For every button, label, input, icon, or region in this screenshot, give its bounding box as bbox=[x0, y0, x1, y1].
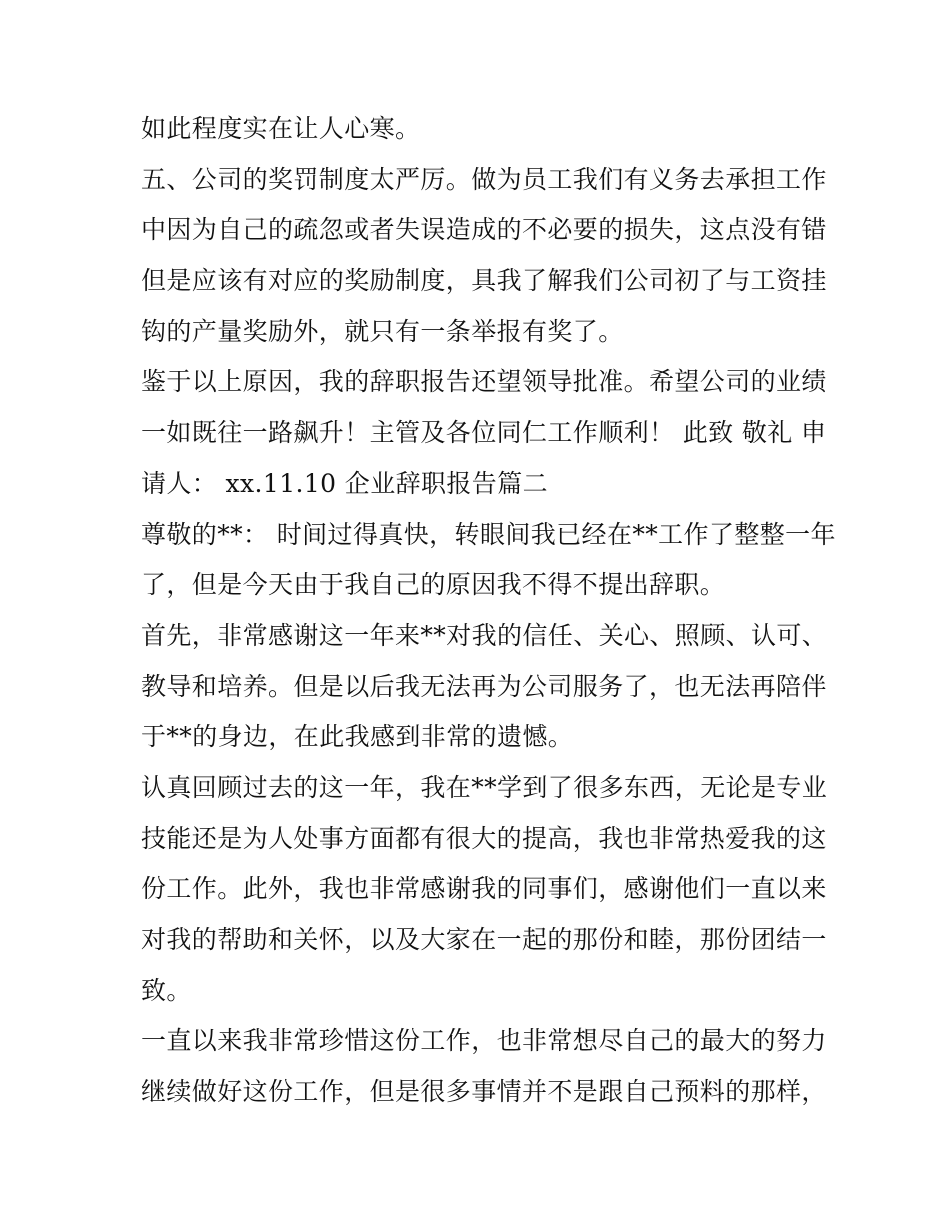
text-line: 继续做好这份工作，但是很多事情并不是跟自己预料的那样， bbox=[141, 1077, 827, 1107]
text-line: 对我的帮助和关怀，以及大家在一起的那份和睦，那份团结一 bbox=[141, 925, 827, 954]
text-line: 技能还是为人处事方面都有很大的提高，我也非常热爱我的这 bbox=[141, 823, 827, 853]
text-line: 了，但是今天由于我自己的原因我不得不提出辞职。 bbox=[141, 570, 726, 600]
text-line: 致。 bbox=[141, 975, 192, 1005]
text-line: 钩的产量奖励外，就只有一条举报有奖了。 bbox=[141, 316, 624, 346]
text-line: 但是应该有对应的奖励制度，具我了解我们公司初了与工资挂 bbox=[141, 266, 827, 296]
text-line: 份工作。此外，我也非常感谢我的同事们，感谢他们一直以来 bbox=[141, 874, 827, 904]
text-line: 首先，非常感谢这一年来**对我的信任、关心、照顾、认可、 bbox=[141, 620, 828, 650]
text-line: 五、公司的奖罚制度太严厉。做为员工我们有义务去承担工作 bbox=[141, 164, 827, 194]
text-line: 于**的身边，在此我感到非常的遗憾。 bbox=[141, 722, 574, 752]
text-line: 中因为自己的疏忽或者失误造成的不必要的损失，这点没有错 bbox=[141, 215, 827, 245]
text-line: 如此程度实在让人心寒。 bbox=[141, 114, 421, 143]
text-line: 教导和培养。但是以后我无法再为公司服务了，也无法再陪伴 bbox=[141, 671, 827, 701]
text-line: 尊敬的**： 时间过得真快，转眼间我已经在**工作了整整一年 bbox=[141, 519, 836, 549]
text-line: 一如既往一路飙升！主管及各位同仁工作顺利！ 此致 敬礼 申 bbox=[141, 418, 827, 448]
text-line: 认真回顾过去的这一年，我在**学到了很多东西，无论是专业 bbox=[141, 772, 828, 802]
text-line: 请人： xx.11.10 企业辞职报告篇二 bbox=[141, 468, 549, 498]
text-line: 一直以来我非常珍惜这份工作，也非常想尽自己的最大的努力 bbox=[141, 1026, 827, 1056]
document-body bbox=[141, 104, 836, 1118]
text-line: 鉴于以上原因，我的辞职报告还望领导批准。希望公司的业绩 bbox=[141, 367, 827, 397]
